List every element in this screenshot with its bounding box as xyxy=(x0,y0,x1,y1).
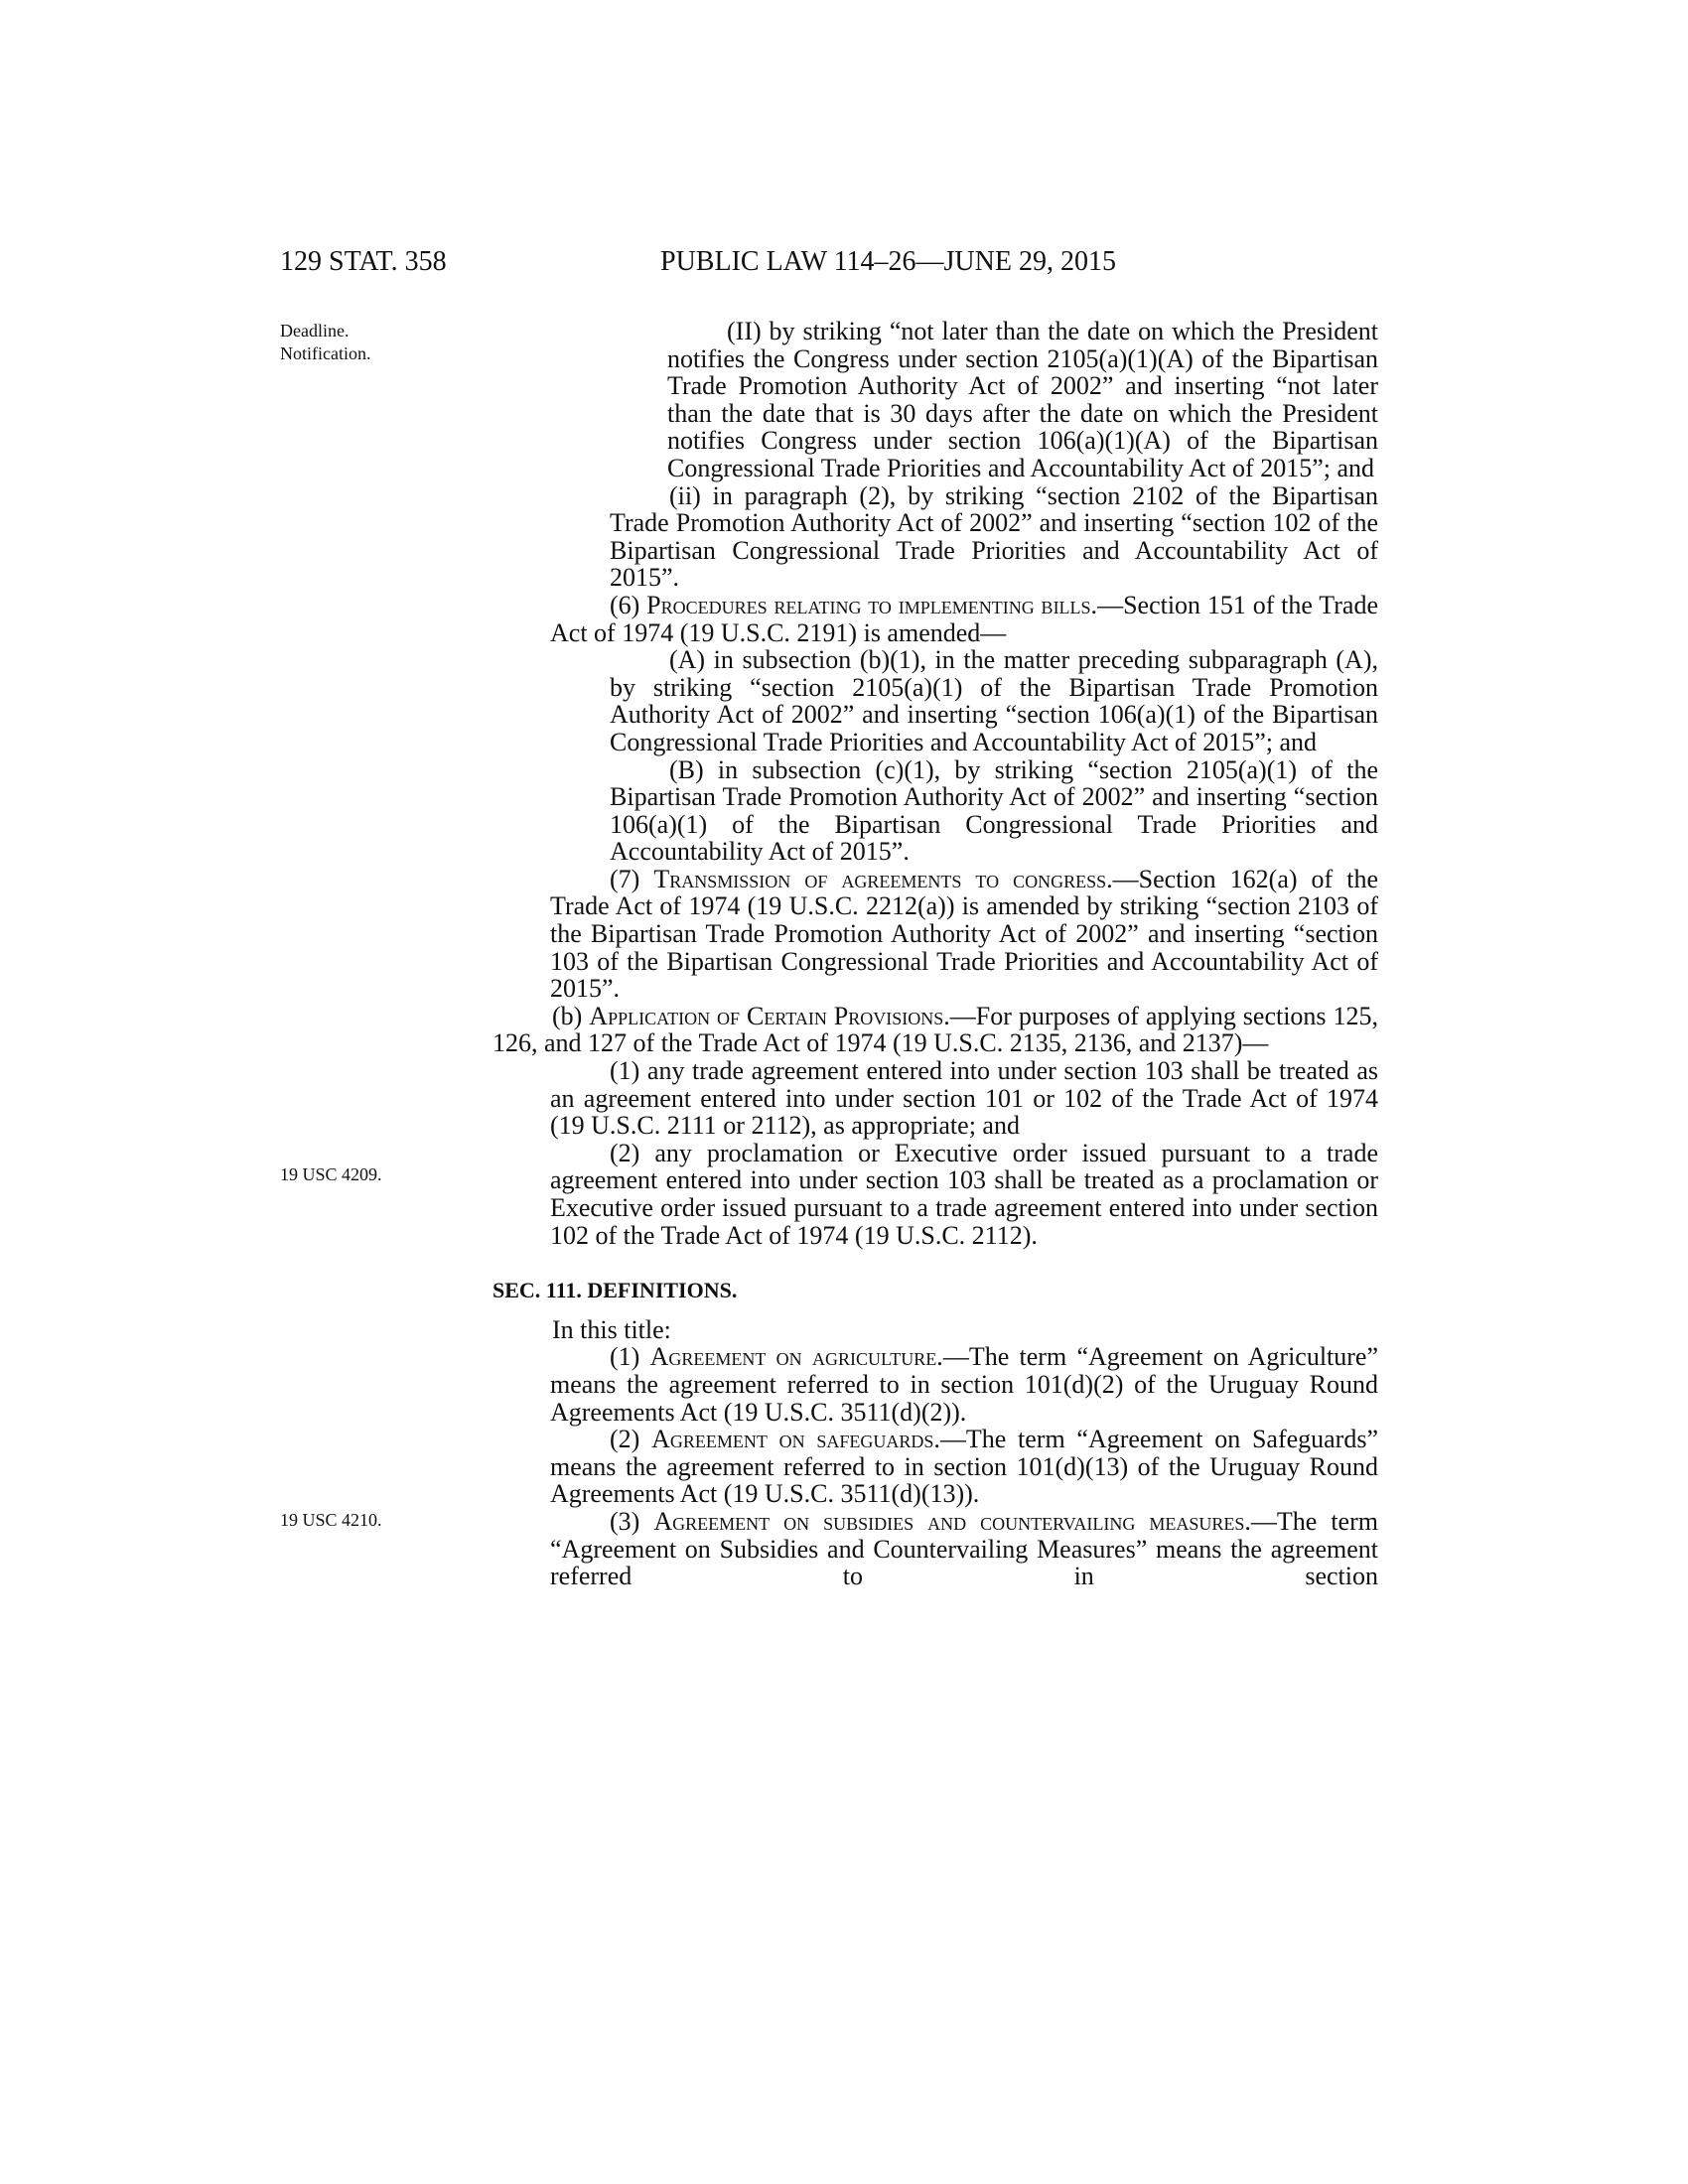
paragraph-6-heading: Procedures relating to implementing bills. xyxy=(646,590,1098,619)
margin-note-deadline xyxy=(280,320,479,365)
definitions-intro: In this title: xyxy=(552,1314,671,1344)
clause-II: (II) by striking “not later than the date on which the President notifies the Congress under section 2105(a)(1)(A) of the Bipartisan Trade Promotion Authority Act of 2002” and inserting “not later than the date that is 30 days after the date on which the President notifies Congress under section 106(a)(1)(A) of the Bipartisan Congressional Trade Priorities and Accountability Act of 2015”; and xyxy=(667,317,1378,482)
subsection-b-paragraph-1: (1) any trade agreement entered into under section 103 shall be treated as an agreement entered into under section 101 or 102 of the Trade Act of 1974 (19 U.S.C. 2111 or 2112), as appropriate; and xyxy=(550,1056,1378,1141)
definition-3 xyxy=(492,1508,1378,1590)
subsection-b-text: —For purposes of applying sections 125, 126, and 127 of the Trade Act of 1974 (19 U.S.C. 2135, 2136, and 2137)— xyxy=(492,1001,1379,1058)
public-law-title: PUBLIC LAW 114–26—JUNE 29, 2015 xyxy=(660,246,1116,277)
definition-3-heading: Agreement on subsidies and countervailing measures. xyxy=(653,1506,1251,1536)
subsection-b xyxy=(492,1003,1378,1057)
definition-2-text: —The term “Agreement on Safeguards” means the agreement referred to in section 101(d)(13) of the Uruguay Round Agreements Act (19 U.S.C. 3511(d)(13)). xyxy=(550,1425,1378,1509)
subsection-b-heading: Application of Certain Provisions. xyxy=(589,1001,950,1030)
paragraph-7-heading: Transmission of agreements to congress. xyxy=(653,864,1113,893)
paragraph-6-subparagraph-A: (A) in subsection (b)(1), in the matter preceding subparagraph (A), by striking “section 2105(a)(1) of the Bipartisan Trade Promotion Authority Act of 2002” and inserting “section 106(a)(1) of the Bipartisan Congressional Trade Priorities and Accountability Act of 2015”; and xyxy=(610,645,1378,756)
paragraph-6-number: (6) xyxy=(610,590,640,619)
paragraph-6-subparagraph-B: (B) in subsection (c)(1), by striking “section 2105(a)(1) of the Bipartisan Trade Promotion Authority Act of 2002” and inserting “section 106(a)(1) of the Bipartisan Congressional Trade Priorities and Accountability Act of 2015”. xyxy=(610,754,1378,867)
body-text xyxy=(492,318,1378,1590)
stat-page-reference: 129 STAT. 358 xyxy=(280,246,447,277)
margin-note-usc-4210: 19 USC 4210. xyxy=(280,1510,382,1530)
paragraph-7-number: (7) xyxy=(610,864,640,893)
paragraph-7-text: —Section 162(a) of the Trade Act of 1974 (19 U.S.C. 2212(a)) is amended by striking “section 2103 of the Bipartisan Trade Promotion Authority Act of 2002” and inserting “section 103 of the Bipartisan Congressional Trade Priorities and Accountability Act of 2015”. xyxy=(550,864,1379,1004)
margin-note-notification-text: Notification. xyxy=(280,343,371,363)
definition-1 xyxy=(492,1343,1378,1426)
paragraph-6-text: —Section 151 of the Trade Act of 1974 (19 U.S.C. 2191) is amended— xyxy=(550,590,1378,647)
margin-note-deadline-text: Deadline. xyxy=(280,321,350,341)
definition-3-number: (3) xyxy=(610,1506,640,1536)
page-header xyxy=(0,246,1688,282)
definition-2-number: (2) xyxy=(610,1425,640,1454)
definition-1-heading: Agreement on agriculture. xyxy=(649,1342,943,1372)
clause-ii: (ii) in paragraph (2), by striking “section 2102 of the Bipartisan Trade Promotion Authority Act of 2002” and inserting “section 102 of the Bipartisan Congressional Trade Priorities and Accountability Act of 2015”. xyxy=(610,480,1378,593)
definition-2 xyxy=(492,1426,1378,1508)
section-111-heading: SEC. 111. DEFINITIONS. xyxy=(492,1278,738,1303)
subsection-b-number: (b) xyxy=(552,1001,583,1030)
definition-2-heading: Agreement on safeguards. xyxy=(651,1425,940,1454)
definition-3-text: —The term “Agreement on Subsidies and Countervailing Measures” means the agreement referred to in section xyxy=(550,1506,1378,1591)
definition-1-number: (1) xyxy=(610,1342,640,1372)
definition-1-text: —The term “Agreement on Agriculture” means the agreement referred to in section 101(d)(2) of the Uruguay Round Agreements Act (19 U.S.C. 3511(d)(2)). xyxy=(550,1342,1379,1427)
subsection-b-paragraph-2: (2) any proclamation or Executive order issued pursuant to a trade agreement entered into under section 103 shall be treated as a proclamation or Executive order issued pursuant to a trade agreement entered into under section 102 of the Trade Act of 1974 (19 U.S.C. 2112). xyxy=(550,1138,1378,1250)
paragraph-7 xyxy=(492,866,1378,1003)
paragraph-6 xyxy=(492,592,1378,646)
margin-note-usc-4209: 19 USC 4209. xyxy=(280,1164,382,1184)
